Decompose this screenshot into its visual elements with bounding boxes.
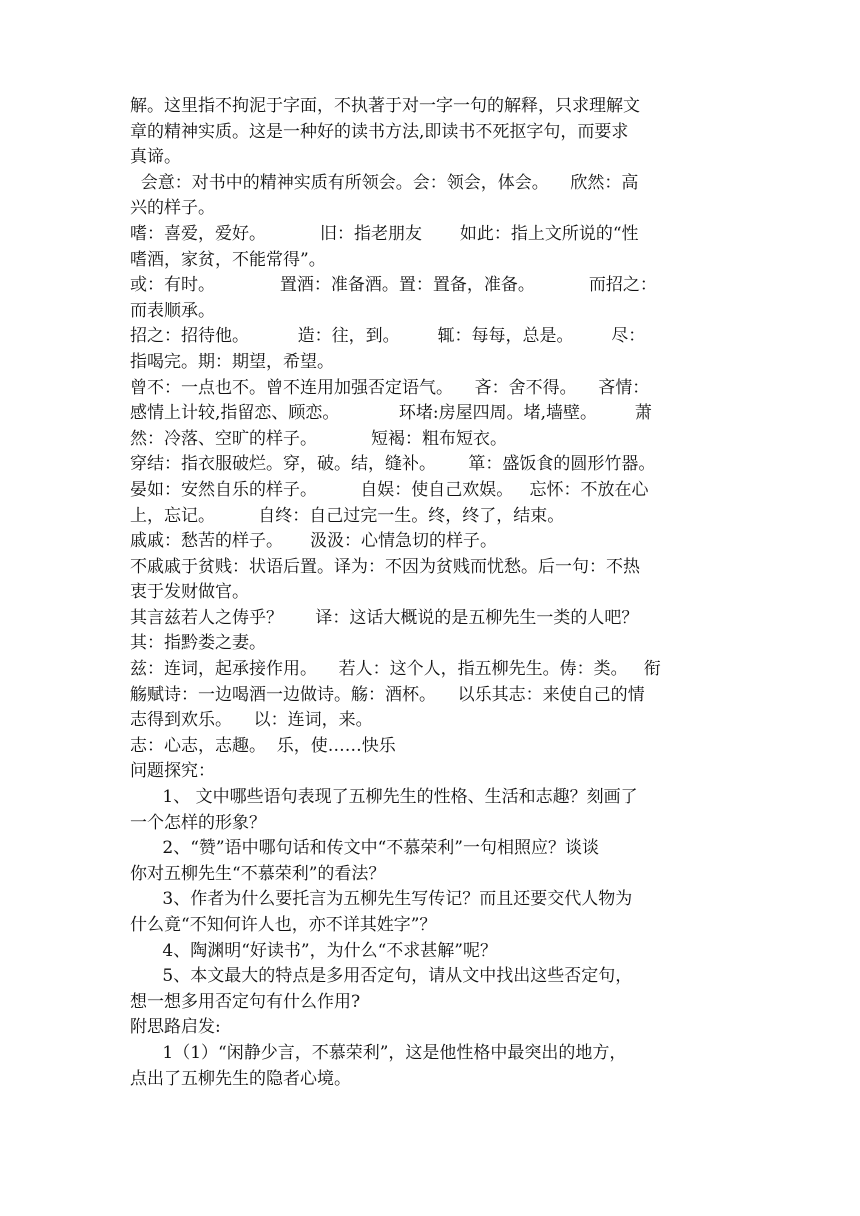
text-line: 志：心志，志趣。 乐，使……快乐: [130, 735, 396, 756]
text-line: 不戚戚于贫贱：状语后置。译为：不因为贫贱而忧愁。后一句：不热: [130, 556, 640, 577]
text-line: 真谛。: [130, 147, 181, 168]
text-line: 招之：招待他。 造：往，到。 辄：每每，总是。 尽：: [130, 326, 646, 347]
text-line: 其：指黔娄之妻。: [130, 633, 266, 654]
text-line: 衷于发财做官。: [130, 582, 249, 603]
text-line: 而表顺承。: [130, 300, 215, 321]
text-line: 晏如：安然自乐的样子。 自娱：使自己欢娱。 忘怀：不放在心: [130, 479, 649, 500]
text-line: 嗜：喜爱，爱好。 旧：指老朋友 如此：指上文所说的“性: [130, 223, 639, 244]
text-line: 戚戚：愁苦的样子。 汲汲：心情急切的样子。: [130, 531, 498, 552]
text-line: 觞赋诗：一边喝酒一边做诗。觞：酒杯。 以乐其志：来使自己的情: [130, 684, 645, 705]
text-line: 然：冷落、空旷的样子。 短褐：粗布短衣。: [130, 428, 508, 449]
question-item: 3、作者为什么要托言为五柳先生写传记？而且还要交代人物为: [130, 889, 633, 910]
text-line: 指喝完。期：期望，希望。: [130, 351, 334, 372]
text-line: 什么竟“不知何许人也，亦不详其姓字”？: [130, 915, 437, 935]
answer-item: 1（1）“闲静少言，不慕荣利”，这是他性格中最突出的地方，: [130, 1042, 627, 1063]
text-line: 上，忘记。 自终：自己过完一生。终，终了，结束。: [130, 505, 565, 526]
text-line: 你对五柳先生“不慕荣利”的看法？: [130, 863, 386, 884]
text-line: 感情上计较,指留恋、顾恋。 环堵:房屋四周。堵,墙壁。 萧: [130, 403, 652, 424]
text-line: 其言兹若人之俦乎？ 译：这话大概说的是五柳先生一类的人吧？: [130, 607, 639, 628]
section-heading: 问题探究：: [130, 761, 215, 782]
text-line: 点出了五柳先生的隐者心境。: [130, 1068, 351, 1089]
text-line: 志得到欢乐。 以：连词，来。: [130, 710, 373, 731]
text-line: 穿结：指衣服破烂。穿，破。结，缝补。 箪：盛饭食的圆形竹器。: [130, 454, 656, 475]
text-line: 想一想多用否定句有什么作用?: [130, 991, 361, 1012]
text-line: 章的精神实质。这是一种好的读书方法,即读书不死抠字句，而要求: [130, 121, 629, 142]
text-line: 一个怎样的形象？: [130, 812, 266, 833]
text-line: 会意：对书中的精神实质有所领会。会：领会，体会。 欣然：高: [130, 172, 639, 193]
question-item: 4、陶渊明“好读书”，为什么“不求甚解”呢？: [130, 940, 498, 961]
text-line: 兹：连词，起承接作用。 若人：这个人，指五柳先生。俦：类。 衔: [130, 659, 661, 680]
section-heading: 附思路启发:: [130, 1017, 221, 1038]
question-item: 1、 文中哪些语句表现了五柳先生的性格、生活和志趣？刻画了: [130, 787, 638, 808]
question-item: 2、“赞”语中哪句话和传文中“不慕荣利”一句相照应？谈谈: [130, 838, 600, 859]
document-page: [130, 94, 732, 1092]
text-line: 解。这里指不拘泥于字面，不执著于对一字一句的解释，只求理解文: [130, 96, 640, 116]
question-item: 5、本文最大的特点是多用否定句，请从文中找出这些否定句，: [130, 966, 633, 987]
text-line: 曾不：一点也不。曾不连用加强否定语气。 吝：舍不得。 吝情：: [130, 377, 650, 398]
text-line: 或：有时。 置酒：准备酒。置：置备，准备。 而招之：: [130, 275, 657, 296]
text-line: 兴的样子。: [130, 198, 215, 219]
text-line: 嗜酒，家贫，不能常得”。: [130, 249, 326, 270]
